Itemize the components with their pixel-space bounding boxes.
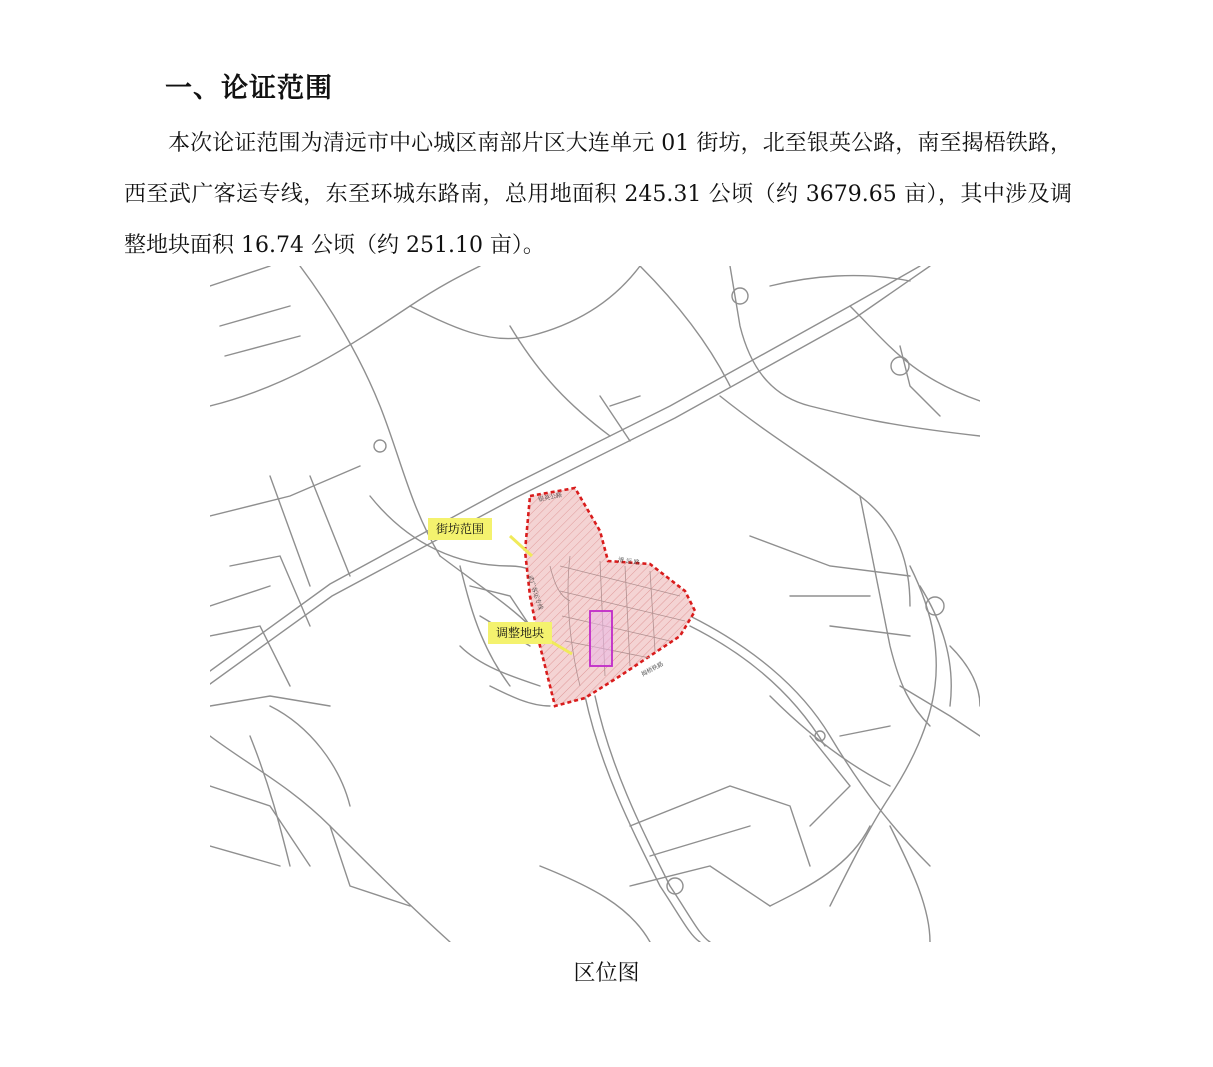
- map-caption: 区位图: [573, 961, 640, 986]
- callout-block-scope: 街坊范围: [428, 518, 492, 540]
- road-label-west: 武广客运专线: [526, 574, 544, 612]
- scope-paragraph: 本次论证范围为清远市中心城区南部片区大连单元 01 街坊，北至银英公路，南至揭梧铁路，西至武广客运专线，东至环城东路南，总用地面积 245.31 公顷（约 3679.65 亩），其中涉及调整地块面积 16.74 公顷（约 251.10 亩）。: [124, 131, 1072, 258]
- road-label-east: 清 远 路: [617, 556, 641, 567]
- road-label-north: 银英公路: [537, 491, 563, 504]
- road-label-south: 揭梧铁路: [640, 660, 665, 679]
- callout-adjust-plot: 调整地块: [488, 622, 552, 644]
- adjust-plot-outline: [590, 611, 612, 666]
- road-network: [210, 266, 980, 942]
- block-boundary: [525, 488, 695, 706]
- location-map: [210, 266, 980, 942]
- section-heading: 一、论证范围: [165, 73, 333, 104]
